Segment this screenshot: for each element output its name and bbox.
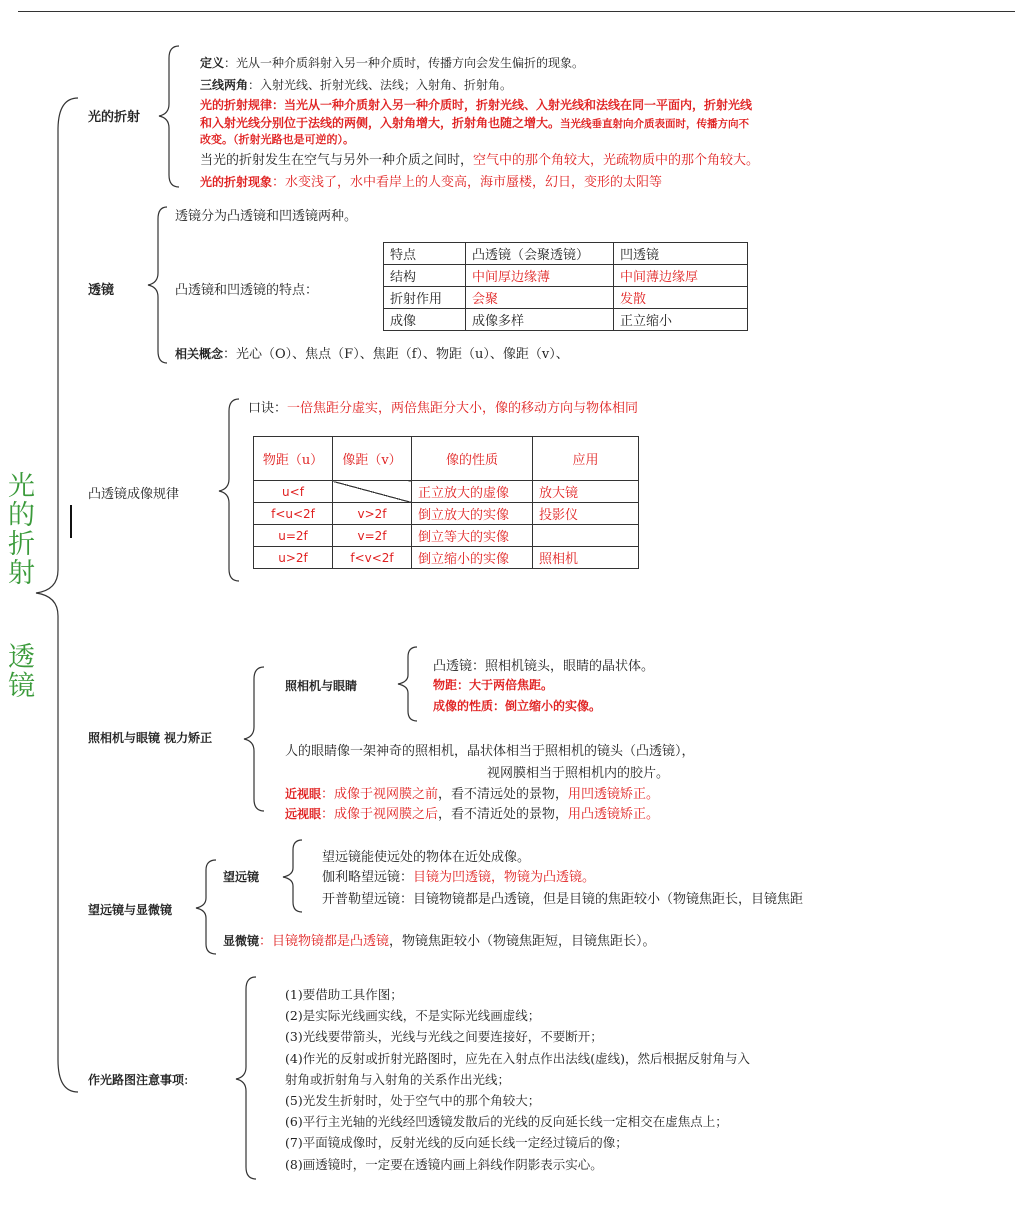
three-text: ：入射光线、折射光线、法线；入射角、折射角。 bbox=[248, 78, 513, 92]
imaging-table-cell bbox=[533, 525, 639, 547]
imaging-table-header: 应用 bbox=[533, 437, 639, 481]
imaging-table-cell: 投影仪 bbox=[533, 503, 639, 525]
lens-table-cell: 正立缩小 bbox=[614, 309, 748, 331]
myopia-label: 近视眼 bbox=[285, 787, 322, 801]
lens-table bbox=[383, 242, 748, 331]
def-label: 定义 bbox=[200, 56, 225, 70]
air-text: 当光的折射发生在空气与另外一种介质之间时， bbox=[200, 153, 474, 168]
law-line-2a: 和入射光线分别位于法线的两侧，入射角增大，折射角也随之增大。 bbox=[200, 116, 561, 130]
imaging-table-cell: 放大镜 bbox=[533, 481, 639, 503]
raydiagram-heading: 作光路图注意事项 bbox=[88, 1073, 185, 1087]
telescope-brace bbox=[192, 858, 222, 958]
imaging-table-row bbox=[254, 503, 639, 525]
tele-label: 望远镜 bbox=[223, 870, 260, 884]
imaging-table-cell: f<u<2f bbox=[254, 503, 333, 525]
imaging-table-header: 像距（v） bbox=[333, 437, 412, 481]
raydiagram-item: (4)作光的反射或折射光路图时，应先在入射点作出法线(虚线)，然后根据反射角与入 bbox=[285, 1050, 750, 1066]
camera-heading: 照相机与眼镜 视力矫正 bbox=[88, 731, 213, 745]
lens-table-cell: 凸透镜（会聚透镜） bbox=[466, 243, 614, 265]
raydiagram-item: 射角或折射角与入射角的关系作出光线； bbox=[285, 1071, 511, 1087]
imaging-table-cell: 倒立缩小的实像 bbox=[412, 547, 533, 569]
tele-line-3: 开普勒望远镜：目镜物镜都是凸透镜，但是目镜的焦距较小（物镜焦距长，目镜焦距 bbox=[322, 892, 804, 907]
lens-table-cell: 特点 bbox=[384, 243, 466, 265]
hyper-red-1: ：成像于视网膜之后 bbox=[321, 807, 439, 822]
refraction-brace bbox=[155, 44, 185, 189]
mnemonic-label: 口诀： bbox=[248, 401, 288, 416]
imaging-brace bbox=[215, 397, 245, 585]
top-rule bbox=[18, 11, 1015, 12]
mnemonic-text: 一倍焦距分虚实，两倍焦距分大小，像的移动方向与物体相同 bbox=[287, 401, 639, 416]
concept-label: 相关概念 bbox=[175, 347, 224, 361]
raydiagram-item: (6)平行主光轴的光线经凹透镜发散后的光线的反向延长线一定相交在虚焦点上； bbox=[285, 1114, 728, 1130]
imaging-table-row bbox=[254, 481, 639, 503]
camera-item-1: 凸透镜：照相机镜头，眼睛的晶状体。 bbox=[433, 659, 655, 674]
imaging-table-cell: 倒立放大的实像 bbox=[412, 503, 533, 525]
imaging-table-diagonal-cell bbox=[333, 481, 412, 503]
myopia-red-2: 用凹透镜矫正。 bbox=[568, 787, 660, 802]
raydiagram-item: (3)光线要带箭头，光线与光线之间要连接好，不要断开； bbox=[285, 1029, 603, 1045]
air-line bbox=[200, 149, 759, 168]
def-line bbox=[200, 54, 584, 71]
raydiagram-item: (1)要借助工具作图； bbox=[285, 987, 403, 1002]
phen-text: ：水变浅了，水中看岸上的人变高，海市蜃楼，幻日，变形的太阳等 bbox=[272, 175, 663, 190]
hyper-text: ，看不清近处的景物， bbox=[438, 807, 569, 822]
hyper-line bbox=[285, 803, 659, 822]
tele-line-2a: 伽利略望远镜： bbox=[322, 870, 414, 885]
imaging-table-row bbox=[254, 525, 639, 547]
mnemonic-line bbox=[248, 397, 638, 416]
tele-brace bbox=[280, 838, 310, 916]
raydiagram-brace bbox=[232, 975, 262, 1185]
micro-red: ：目镜物镜都是凸透镜 bbox=[259, 934, 390, 949]
raydiagram-heading-line bbox=[88, 1071, 188, 1088]
lens-table-cell: 会聚 bbox=[466, 287, 614, 309]
raydiagram-colon: : bbox=[184, 1073, 189, 1088]
eye-line-2: 视网膜相当于照相机内的胶片。 bbox=[487, 766, 670, 781]
micro-line bbox=[223, 930, 656, 949]
law-line-2b: 当光线垂直射向介质表面时，传播方向不 bbox=[560, 118, 750, 130]
hyper-label: 远视眼 bbox=[285, 807, 322, 821]
lens-table-cell: 成像多样 bbox=[466, 309, 614, 331]
eye-line-1: 人的眼睛像一架神奇的照相机，晶状体相当于照相机的镜头（凸透镜）， bbox=[285, 744, 695, 759]
imaging-table-cell: 照相机 bbox=[533, 547, 639, 569]
air-red: 空气中的那个角较大，光疏物质中的那个角较大。 bbox=[473, 153, 760, 168]
lens-table-cell: 发散 bbox=[614, 287, 748, 309]
camera-item-2: 物距：大于两倍焦距。 bbox=[433, 678, 554, 692]
hyper-red-2: 用凸透镜矫正。 bbox=[568, 807, 660, 822]
imaging-table-header: 像的性质 bbox=[412, 437, 533, 481]
imaging-table-cell: u>2f bbox=[254, 547, 333, 569]
imaging-table-cell: v>2f bbox=[333, 503, 412, 525]
main-title-bottom: 透镜 bbox=[8, 642, 35, 702]
law-line-3: 改变。（折射光路也是可逆的）。 bbox=[200, 133, 354, 146]
refraction-heading: 光的折射 bbox=[88, 110, 141, 125]
imaging-table-header: 物距（u） bbox=[254, 437, 333, 481]
camera-sub-heading: 照相机与眼睛 bbox=[285, 679, 358, 693]
main-title-top: 光的折射 bbox=[8, 471, 35, 589]
three-line bbox=[200, 76, 512, 93]
law-line-2 bbox=[200, 114, 749, 131]
lens-table-cell: 成像 bbox=[384, 309, 466, 331]
imaging-table-cell: u<f bbox=[254, 481, 333, 503]
telescope-heading: 望远镜与显微镜 bbox=[88, 903, 173, 917]
three-label: 三线两角 bbox=[200, 78, 249, 92]
lens-intro: 透镜分为凸透镜和凹透镜两种。 bbox=[175, 209, 358, 224]
raydiagram-item: (8)画透镜时，一定要在透镜内画上斜线作阴影表示实心。 bbox=[285, 1156, 603, 1172]
concept-text: ：光心（O）、焦点（F）、焦距（f）、物距（u）、像距（v）、 bbox=[223, 347, 569, 362]
lens-table-cell: 凹透镜 bbox=[614, 243, 748, 265]
imaging-table-cell: 正立放大的虚像 bbox=[412, 481, 533, 503]
myopia-text: ，看不清远处的景物， bbox=[438, 787, 569, 802]
lens-brace bbox=[145, 205, 175, 365]
tele-line-1: 望远镜能使远处的物体在近处成像。 bbox=[322, 850, 531, 865]
imaging-table-header-row bbox=[254, 437, 639, 481]
imaging-table-cell: f<v<2f bbox=[333, 547, 412, 569]
concept-line bbox=[175, 343, 569, 362]
tele-line-2 bbox=[322, 866, 595, 885]
raydiagram-item: (2)是实际光线画实线，不是实际光线画虚线； bbox=[285, 1008, 541, 1024]
myopia-line bbox=[285, 783, 659, 802]
myopia-red-1: ：成像于视网膜之前 bbox=[321, 787, 439, 802]
camera-sub-brace bbox=[395, 645, 425, 723]
law-line-1: 光的折射规律：当光从一种介质射入另一种介质时，折射光线、入射光线和法线在同一平面内，折射光线 bbox=[200, 98, 753, 112]
lens-table-cell: 中间厚边缘薄 bbox=[466, 265, 614, 287]
raydiagram-list bbox=[285, 984, 750, 1175]
imaging-table bbox=[253, 436, 639, 569]
phen-label: 光的折射现象 bbox=[200, 175, 273, 189]
tele-line-2b: 目镜为凹透镜，物镜为凸透镜。 bbox=[413, 870, 596, 885]
imaging-table-cell: v=2f bbox=[333, 525, 412, 547]
raydiagram-item: (7)平面镜成像时，反射光线的反向延长线一定经过镜后的像； bbox=[285, 1135, 628, 1151]
lens-table-cell: 结构 bbox=[384, 265, 466, 287]
camera-brace bbox=[240, 665, 270, 815]
lens-heading: 透镜 bbox=[88, 283, 115, 298]
lens-table-row-header bbox=[384, 243, 748, 265]
raydiagram-item: (5)光发生折射时，处于空气中的那个角较大； bbox=[285, 1093, 541, 1109]
lens-char-label: 凸透镜和凹透镜的特点： bbox=[175, 283, 319, 298]
micro-text: ，物镜焦距较小（物镜焦距短，目镜焦距长）。 bbox=[389, 934, 656, 949]
main-brace bbox=[30, 90, 80, 1100]
lens-table-row-refraction bbox=[384, 287, 748, 309]
imaging-table-cell: 倒立等大的实像 bbox=[412, 525, 533, 547]
def-text: ：光从一种介质斜射入另一种介质时，传播方向会发生偏折的现象。 bbox=[224, 56, 585, 70]
lens-table-cell: 折射作用 bbox=[384, 287, 466, 309]
lens-table-cell: 中间薄边缘厚 bbox=[614, 265, 748, 287]
phen-line bbox=[200, 171, 662, 190]
camera-item-3: 成像的性质：倒立缩小的实像。 bbox=[433, 699, 602, 713]
imaging-heading: 凸透镜成像规律 bbox=[88, 487, 180, 502]
lens-table-row-imaging bbox=[384, 309, 748, 331]
micro-label: 显微镜 bbox=[223, 934, 260, 948]
imaging-table-cell: u=2f bbox=[254, 525, 333, 547]
lens-table-row-structure bbox=[384, 265, 748, 287]
imaging-table-row bbox=[254, 547, 639, 569]
